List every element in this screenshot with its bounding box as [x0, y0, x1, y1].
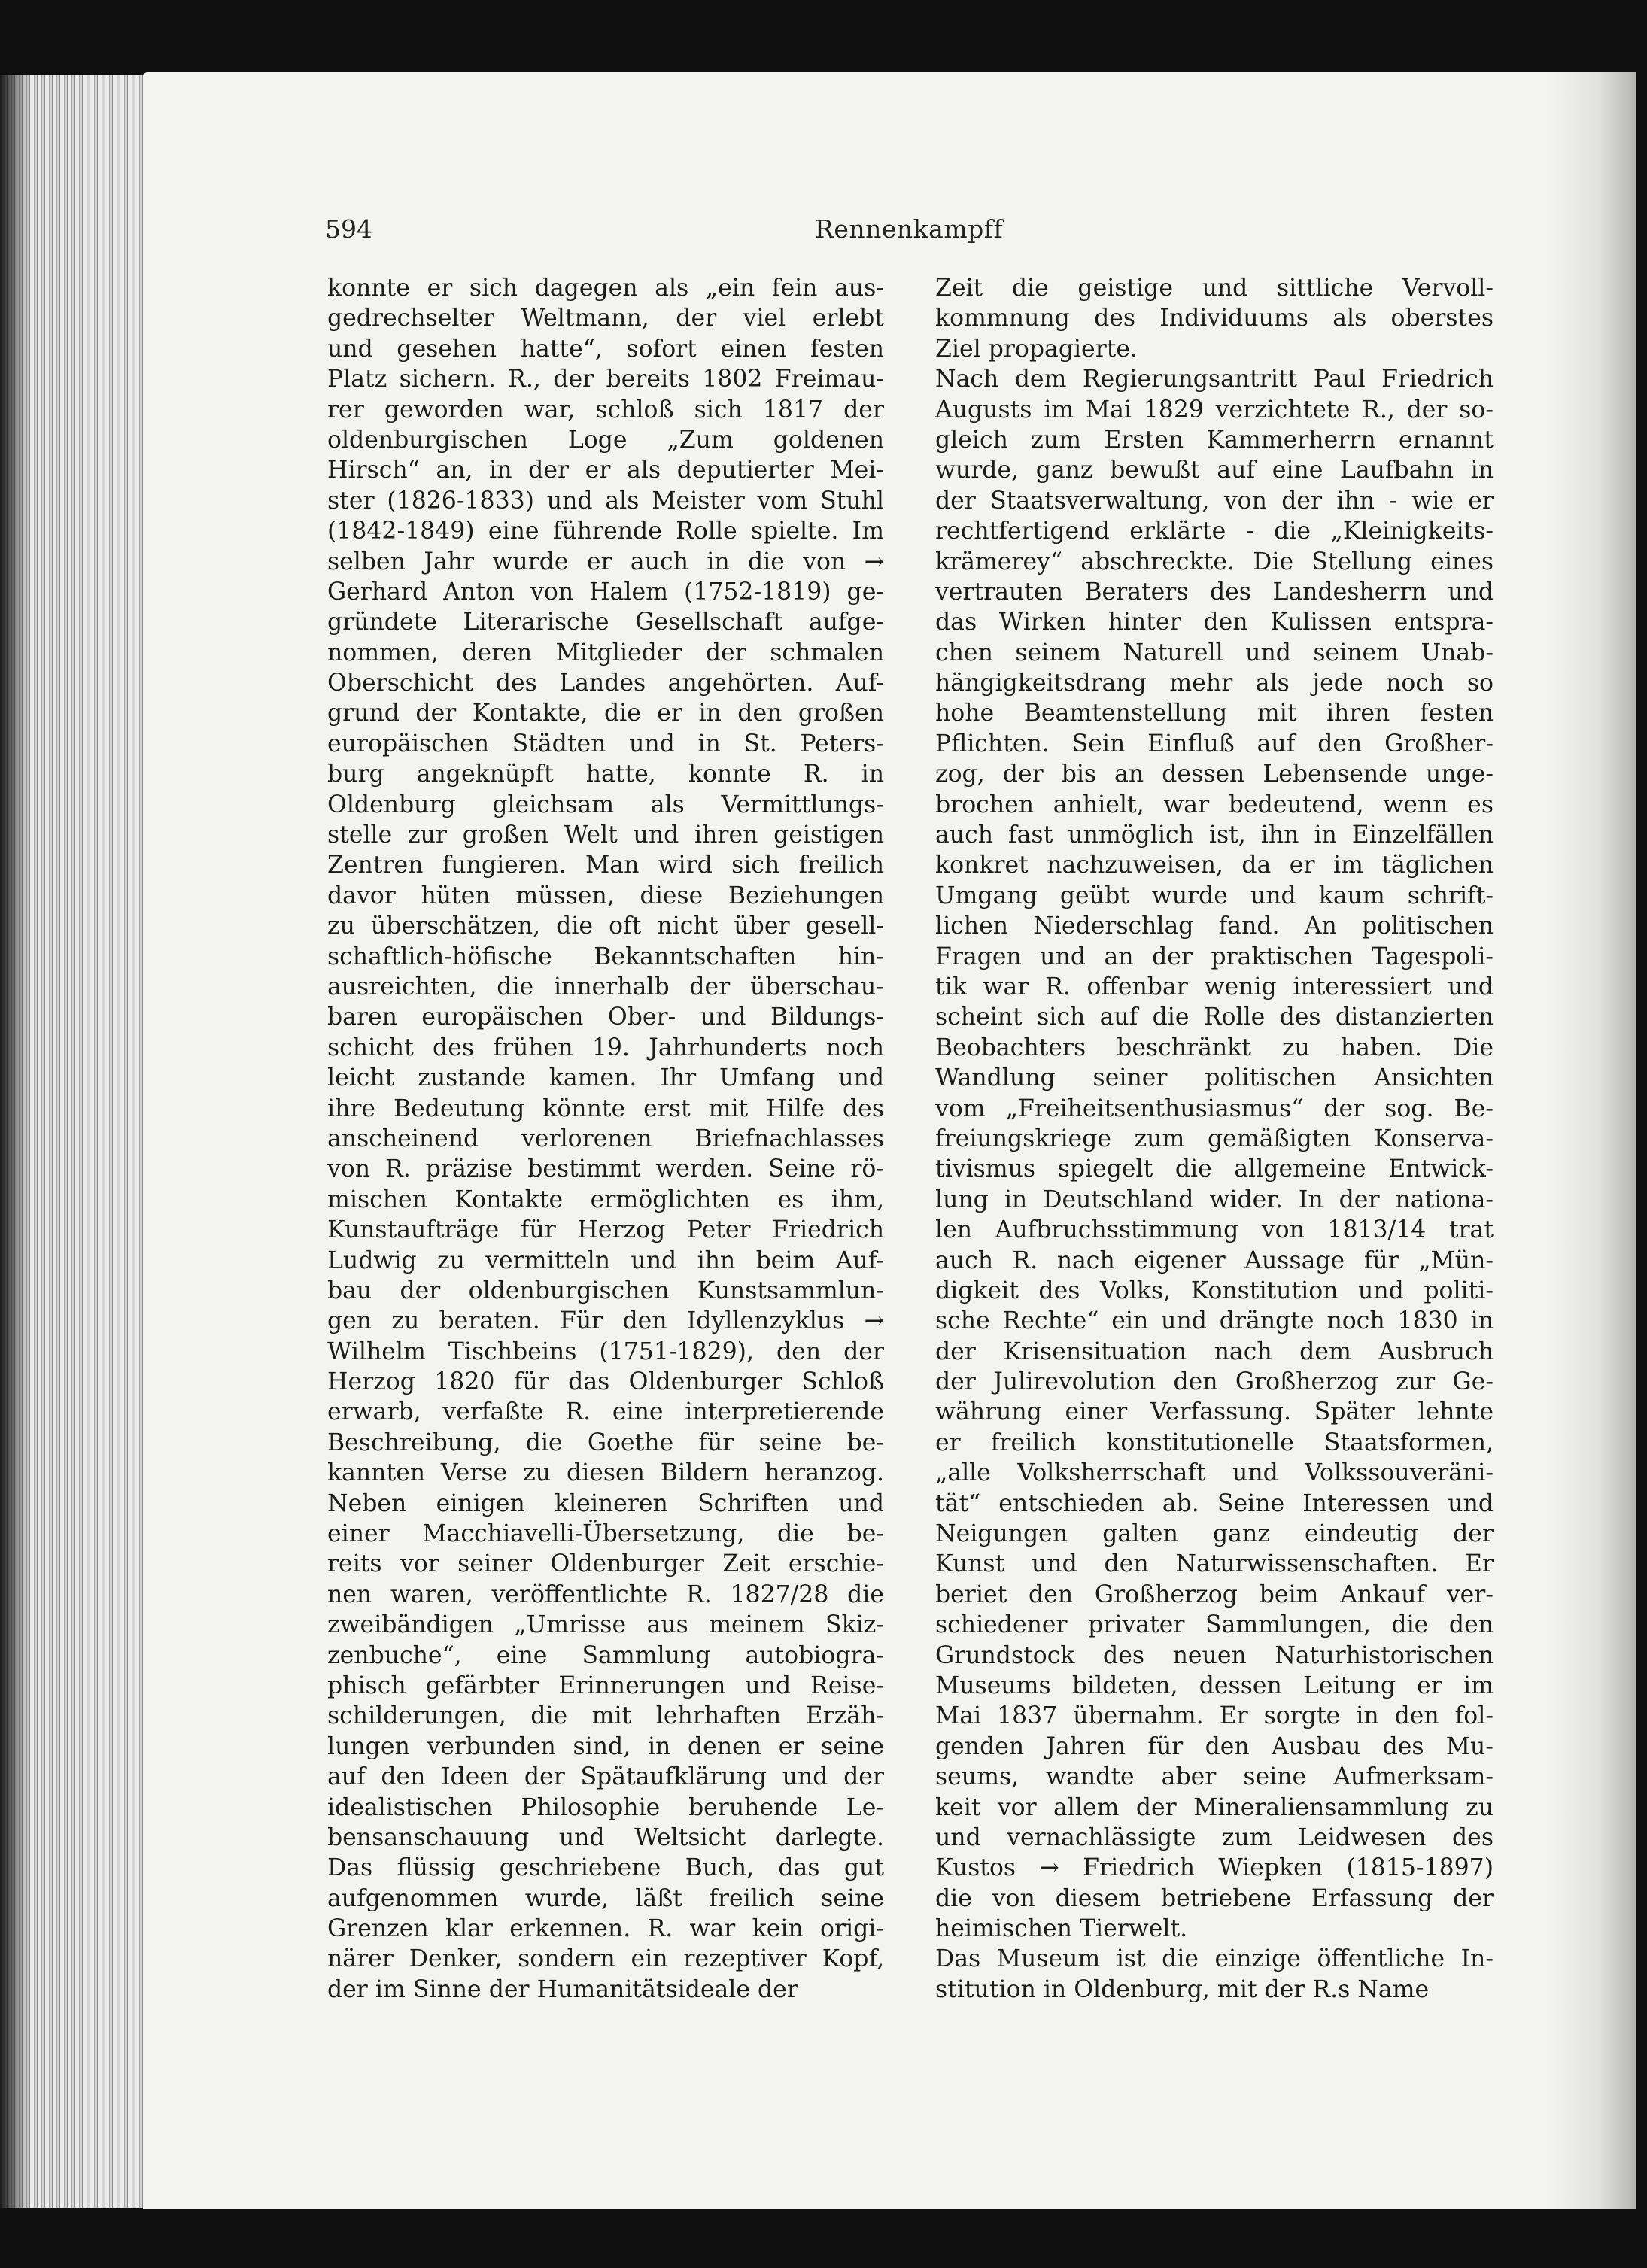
- text-column-left: [327, 273, 884, 2005]
- text-line: Neigungen galten ganz eindeutig der: [935, 1520, 1494, 1548]
- text-line: vom „Freiheitsenthusiasmus“ der sog. Be-: [935, 1095, 1494, 1122]
- text-line: und gesehen hatte“, sofort einen festen: [327, 335, 884, 363]
- text-line: heimischen Tierwelt.: [935, 1915, 1188, 1943]
- text-line: idealistischen Philosophie beruhende Le-: [327, 1793, 884, 1821]
- page-gutter-curl: [1550, 72, 1636, 2209]
- text-line: stitution in Oldenburg, mit der R.s Name: [935, 1975, 1430, 2003]
- text-line: leicht zustande kamen. Ihr Umfang und: [327, 1064, 884, 1092]
- text-line: auch fast unmöglich ist, ihn in Einzelfällen: [935, 821, 1494, 849]
- text-line: „alle Volksherrschaft und Volkssouveräni-: [935, 1459, 1494, 1487]
- text-line: zu überschätzen, die oft nicht über gesell-: [327, 912, 884, 940]
- text-line: und vernachlässigte zum Leidwesen des: [935, 1823, 1494, 1851]
- text-line: Wandlung seiner politischen Ansichten: [935, 1064, 1494, 1092]
- text-line: Fragen und an der praktischen Tagespoli-: [935, 943, 1494, 970]
- text-line: zweibändigen „Umrisse aus meinem Skiz-: [327, 1611, 884, 1639]
- text-line: die von diesem betriebene Erfassung der: [935, 1884, 1494, 1912]
- text-line: selben Jahr wurde er auch in die von →: [327, 548, 884, 575]
- text-line: hohe Beamtenstellung mit ihren festen: [935, 700, 1494, 727]
- text-line: währung einer Verfassung. Später lehnte: [935, 1398, 1494, 1426]
- text-line: Hirsch“ an, in der er als deputierter Mei-: [327, 457, 884, 484]
- text-line: Pflichten. Sein Einfluß auf den Großher-: [935, 730, 1494, 758]
- text-line: Beobachters beschränkt zu haben. Die: [935, 1034, 1494, 1061]
- text-line: bensanschauung und Weltsicht darlegte.: [327, 1823, 884, 1851]
- text-line: Umgang geübt wurde und kaum schrift-: [935, 882, 1494, 909]
- text-line: chen seinem Naturell und seinem Unab-: [935, 639, 1494, 666]
- text-line: tik war R. offenbar wenig interessiert und: [935, 973, 1494, 1000]
- text-line: grund der Kontakte, die er in den großen: [327, 700, 884, 727]
- text-line: der Staatsverwaltung, von der ihn - wie er: [935, 487, 1494, 515]
- text-line: Grundstock des neuen Naturhistorischen: [935, 1641, 1494, 1669]
- text-line: ihre Bedeutung könnte erst mit Hilfe des: [327, 1095, 884, 1122]
- text-line: schicht des frühen 19. Jahrhunderts noch: [327, 1034, 884, 1061]
- text-line: Beschreibung, die Goethe für seine be-: [327, 1429, 884, 1456]
- text-line: anscheinend verlorenen Briefnachlasses: [327, 1125, 884, 1152]
- text-line: wurde, ganz bewußt auf eine Laufbahn in: [935, 457, 1494, 484]
- text-line: auf den Ideen der Spätaufklärung und der: [327, 1763, 884, 1791]
- text-line: Oldenburg gleichsam als Vermittlungs-: [327, 791, 884, 818]
- text-line: auch R. nach eigener Aussage für „Mün-: [935, 1246, 1494, 1274]
- text-line: hängigkeitsdrang mehr als jede noch so: [935, 669, 1494, 697]
- text-line: rer geworden war, schloß sich 1817 der: [327, 396, 884, 424]
- text-line: tivismus spiegelt die allgemeine Entwick-: [935, 1155, 1494, 1183]
- text-line: Augusts im Mai 1829 verzichtete R., der so-: [935, 396, 1494, 424]
- text-line: einer Macchiavelli-Übersetzung, die be-: [327, 1520, 884, 1548]
- text-line: reits vor seiner Oldenburger Zeit erschie-: [327, 1550, 884, 1578]
- text-line: schilderungen, die mit lehrhaften Erzäh-: [327, 1702, 884, 1730]
- text-line: oldenburgischen Loge „Zum goldenen: [327, 426, 884, 454]
- text-line: konkret nachzuweisen, da er im täglichen: [935, 852, 1494, 879]
- text-line: Platz sichern. R., der bereits 1802 Freimau-: [327, 366, 884, 393]
- text-line: beriet den Großherzog beim Ankauf ver-: [935, 1580, 1494, 1608]
- text-line: Kustos → Friedrich Wiepken (1815-1897): [935, 1854, 1494, 1882]
- text-line: bau der oldenburgischen Kunstsammlun-: [327, 1277, 884, 1304]
- text-line: seums, wandte aber seine Aufmerksam-: [935, 1763, 1494, 1791]
- text-line: Oberschicht des Landes angehörten. Auf-: [327, 669, 884, 697]
- text-line: rechtfertigend erklärte - die „Kleinigkeits-: [935, 518, 1494, 545]
- text-line: Zeit die geistige und sittliche Vervoll-: [935, 275, 1494, 302]
- text-line: genden Jahren für den Ausbau des Mu-: [935, 1732, 1494, 1760]
- text-line: der im Sinne der Humanitätsideale der: [327, 1975, 798, 2003]
- text-line: gründete Literarische Gesellschaft aufge-: [327, 609, 884, 636]
- text-line: europäischen Städten und in St. Peters-: [327, 730, 884, 758]
- text-line: lungen verbunden sind, in denen er seine: [327, 1732, 884, 1760]
- text-line: schiedener privater Sammlungen, die den: [935, 1611, 1494, 1639]
- page-number: 594: [325, 214, 372, 244]
- text-line: Neben einigen kleineren Schriften und: [327, 1489, 884, 1517]
- text-line: konnte er sich dagegen als „ein fein aus-: [327, 275, 884, 302]
- text-line: aufgenommen wurde, läßt freilich seine: [327, 1884, 884, 1912]
- text-line: Kunstaufträge für Herzog Peter Friedrich: [327, 1216, 884, 1244]
- text-line: zog, der bis an dessen Lebensende unge-: [935, 761, 1494, 788]
- scanner-background-bottom: [0, 2209, 1647, 2268]
- text-line: Museums bildeten, dessen Leitung er im: [935, 1671, 1494, 1699]
- text-line: nen waren, veröffentlichte R. 1827/28 die: [327, 1580, 884, 1608]
- text-line: burg angeknüpft hatte, konnte R. in: [327, 761, 884, 788]
- text-line: närer Denker, sondern ein rezeptiver Kopf,: [327, 1945, 884, 1973]
- text-line: Ludwig zu vermitteln und ihn beim Auf-: [327, 1246, 884, 1274]
- text-line: schaftlich-höfische Bekanntschaften hin-: [327, 943, 884, 970]
- text-line: davor hüten müssen, diese Beziehungen: [327, 882, 884, 909]
- text-line: er freilich konstitutionelle Staatsformen,: [935, 1429, 1494, 1456]
- text-line: lichen Niederschlag fand. An politischen: [935, 912, 1494, 940]
- text-line: nommen, deren Mitglieder der schmalen: [327, 639, 884, 666]
- text-line: gen zu beraten. Für den Idyllenzyklus →: [327, 1307, 884, 1335]
- text-line: Das flüssig geschriebene Buch, das gut: [327, 1854, 884, 1882]
- text-line: Herzog 1820 für das Oldenburger Schloß: [327, 1368, 884, 1396]
- text-line: gleich zum Ersten Kammerherrn ernannt: [935, 426, 1494, 454]
- text-line: gedrechselter Weltmann, der viel erlebt: [327, 305, 884, 332]
- text-line: mischen Kontakte ermöglichten es ihm,: [327, 1186, 884, 1213]
- text-line: Gerhard Anton von Halem (1752-1819) ge-: [327, 578, 884, 606]
- text-line: digkeit des Volks, Konstitution und politi-: [935, 1277, 1494, 1304]
- text-line: len Aufbruchsstimmung von 1813/14 trat: [935, 1216, 1494, 1244]
- text-line: Zentren fungieren. Man wird sich freilich: [327, 852, 884, 879]
- text-line: Das Museum ist die einzige öffentliche In-: [935, 1945, 1494, 1973]
- text-line: vertrauten Beraters des Landesherrn und: [935, 578, 1494, 606]
- text-line: der Julirevolution den Großherzog zur Ge-: [935, 1368, 1494, 1396]
- text-line: stelle zur großen Welt und ihren geistigen: [327, 821, 884, 849]
- text-line: kommnung des Individuums als oberstes: [935, 305, 1494, 332]
- text-line: tät“ entschieden ab. Seine Interessen und: [935, 1489, 1494, 1517]
- text-line: Grenzen klar erkennen. R. war kein origi-: [327, 1915, 884, 1943]
- text-line: keit vor allem der Mineraliensammlung zu: [935, 1793, 1494, 1821]
- text-line: Ziel propagierte.: [935, 335, 1138, 363]
- text-line: baren europäischen Ober- und Bildungs-: [327, 1003, 884, 1031]
- book-edge-shadow: [0, 75, 30, 2208]
- text-line: ausreichten, die innerhalb der überschau-: [327, 973, 884, 1000]
- text-line: erwarb, verfaßte R. eine interpretierende: [327, 1398, 884, 1426]
- text-line: lung in Deutschland wider. In der nationa-: [935, 1186, 1494, 1213]
- text-column-right: [935, 273, 1494, 2005]
- text-line: Kunst und den Naturwissenschaften. Er: [935, 1550, 1494, 1578]
- text-line: scheint sich auf die Rolle des distanzierten: [935, 1003, 1494, 1031]
- text-line: (1842-1849) eine führende Rolle spielte. Im: [327, 518, 884, 545]
- text-line: ster (1826-1833) und als Meister vom Stuhl: [327, 487, 884, 515]
- text-line: Wilhelm Tischbeins (1751-1829), den der: [327, 1337, 884, 1365]
- text-line: zenbuche“, eine Sammlung autobiogra-: [327, 1641, 884, 1669]
- text-line: freiungskriege zum gemäßigten Konserva-: [935, 1125, 1494, 1152]
- text-line: sche Rechte“ ein und drängte noch 1830 in: [935, 1307, 1494, 1335]
- text-line: von R. präzise bestimmt werden. Seine rö-: [327, 1155, 884, 1183]
- text-line: der Krisensituation nach dem Ausbruch: [935, 1337, 1494, 1365]
- text-line: krämerey“ abschreckte. Die Stellung eines: [935, 548, 1494, 575]
- text-line: das Wirken hinter den Kulissen entspra-: [935, 609, 1494, 636]
- text-line: Nach dem Regierungsantritt Paul Friedrich: [935, 366, 1494, 393]
- text-line: phisch gefärbter Erinnerungen und Reise-: [327, 1671, 884, 1699]
- text-line: kannten Verse zu diesen Bildern heranzog.: [327, 1459, 884, 1487]
- text-line: Mai 1837 übernahm. Er sorgte in den fol-: [935, 1702, 1494, 1730]
- text-line: brochen anhielt, war bedeutend, wenn es: [935, 791, 1494, 818]
- running-head: Rennenkampff: [815, 214, 1004, 244]
